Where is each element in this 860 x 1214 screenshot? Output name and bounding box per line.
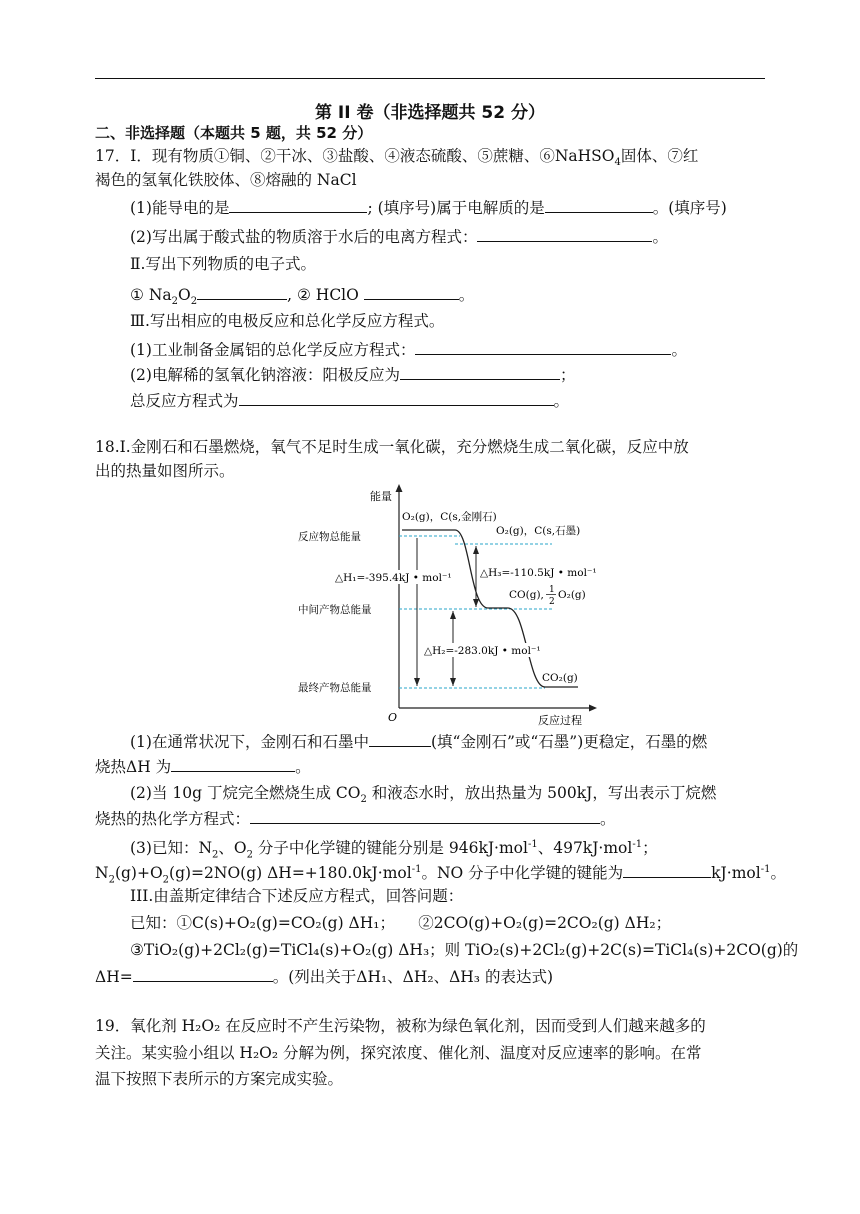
section-heading: 二、非选择题（本题共 5 题，共 52 分）	[95, 124, 373, 142]
answer-blank[interactable]	[133, 966, 273, 982]
species-graphite: O₂(g)，C(s,石墨)	[496, 525, 581, 537]
answer-blank[interactable]	[545, 197, 653, 213]
answer-blank[interactable]	[400, 364, 560, 380]
q17-part-1: (1)能导电的是 ; (填序号)属于电解质的是 。(填序号)	[130, 199, 727, 217]
frac-den: 2	[549, 597, 555, 607]
q17-iii-1: (1)工业制备金属铝的总化学反应方程式： 。	[130, 341, 687, 359]
q17-iii-2: (2)电解稀的氢氧化钠溶液：阳极反应为 ；	[130, 366, 576, 384]
answer-blank[interactable]	[415, 339, 671, 355]
q18-answer-line: ΔH= 。(列出关于ΔH₁、ΔH₂、ΔH₃ 的表达式)	[95, 968, 553, 986]
species-co: CO(g),	[509, 589, 544, 601]
answer-blank[interactable]	[171, 756, 295, 772]
part-title: 第 II 卷（非选择题共 52 分）	[315, 103, 545, 123]
header-rule	[95, 78, 765, 79]
dh1-label: △H₁=-395.4kJ • mol⁻¹	[335, 572, 452, 584]
level-label-final: 最终产物总能量	[298, 682, 372, 694]
q18-part-3: (3)已知：$N_2$、$O_2$ 分子中化学键的键能分别是 946kJ·mol$^{-1}$、497kJ·mol$^{-1}$；	[130, 839, 658, 861]
q19-line-1: 19．氧化剂 H₂O₂ 在反应时不产生污染物，被称为绿色氧化剂，因而受到人们越来越多的	[95, 1017, 706, 1035]
q18-part-1: (1)在通常状况下，金刚石和石墨中 (填“金刚石”或“石墨”)更稳定，石墨的燃	[130, 733, 708, 751]
q18-part-3-cont: $N_2(g)+O_2(g)=2NO(g)$ ΔH=+180.0kJ·mol$^{-1}$。NO 分子中化学键的键能为 kJ·mol$^{-1}$。	[95, 864, 786, 886]
q18-part-1-cont: 烧热ΔH 为 。	[95, 758, 311, 776]
level-label-reactant: 反应物总能量	[298, 531, 361, 543]
answer-blank[interactable]	[364, 284, 459, 300]
q17-section-ii: Ⅱ.写出下列物质的电子式。	[130, 255, 316, 273]
q18-part-2: (2)当 10g 丁烷完全燃烧生成 $CO_2$ 和液态水时，放出热量为 500kJ，写出表示丁烷燃	[130, 784, 717, 806]
q17-part-2: (2)写出属于酸式盐的物质溶于水后的电离方程式： 。	[130, 228, 668, 246]
answer-blank[interactable]	[369, 731, 431, 747]
q17-line-2: 褐色的氢氧化铁胶体、⑧熔融的 NaCl	[95, 171, 357, 189]
q18-part-2-cont: 烧热的热化学方程式： 。	[95, 810, 616, 828]
q17-electron-formula: ① $Na_2O_2$ , ② HClO 。	[130, 286, 475, 308]
q18-line-1: 18.Ⅰ.金刚石和石墨燃烧，氧气不足时生成一氧化碳，充分燃烧生成二氧化碳，反应中放	[95, 438, 689, 456]
answer-blank[interactable]	[250, 808, 600, 824]
answer-blank[interactable]	[623, 862, 711, 878]
x-axis-arrow	[589, 705, 597, 712]
level-label-mid: 中间产物总能量	[298, 604, 372, 616]
energy-diagram	[290, 480, 610, 730]
x-axis-label: 反应过程	[538, 714, 582, 727]
q17-line-1: 17．Ⅰ．现有物质①铜、②干冰、③盐酸、④液态硫酸、⑤蔗糖、⑥NaHSO$_4$固体、⑦红	[95, 147, 699, 169]
dh2-label: △H₂=-283.0kJ • mol⁻¹	[424, 645, 541, 657]
q18-line-2: 出的热量如图所示。	[95, 462, 235, 480]
q17-section-iii: Ⅲ.写出相应的电极反应和总化学反应方程式。	[130, 312, 445, 330]
origin-label: O	[388, 711, 398, 724]
q18-section-iii: III.由盖斯定律结合下述反应方程式，回答问题：	[130, 887, 464, 905]
q18-known-1: 已知：①C(s)+O₂(g)=CO₂(g) ΔH₁； ②2CO(g)+O₂(g)=2CO₂(g) ΔH₂；	[130, 914, 672, 932]
answer-blank[interactable]	[229, 197, 367, 213]
y-axis-arrow	[396, 484, 403, 492]
answer-blank[interactable]	[239, 390, 554, 406]
q18-known-2: ③TiO₂(g)+2Cl₂(g)=TiCl₄(s)+O₂(g) ΔH₃；则 TiO₂(s)+2Cl₂(g)+2C(s)=TiCl₄(s)+2CO(g)的	[130, 941, 799, 959]
y-axis-label: 能量	[370, 490, 392, 503]
q17-iii-3: 总反应方程式为 。	[130, 392, 570, 410]
answer-blank[interactable]	[197, 284, 287, 300]
q19-line-3: 温下按照下表所示的方案完成实验。	[95, 1070, 344, 1088]
species-diamond: O₂(g)，C(s,金刚石)	[402, 511, 497, 523]
species-co2: CO₂(g)	[542, 672, 578, 684]
q19-line-2: 关注。某实验小组以 H₂O₂ 分解为例，探究浓度、催化剂、温度对反应速率的影响。在常	[95, 1044, 702, 1062]
answer-blank[interactable]	[477, 226, 652, 242]
frac-num: 1	[549, 585, 555, 595]
dh3-label: △H₃=-110.5kJ • mol⁻¹	[480, 567, 597, 579]
species-o2: O₂(g)	[558, 589, 586, 601]
